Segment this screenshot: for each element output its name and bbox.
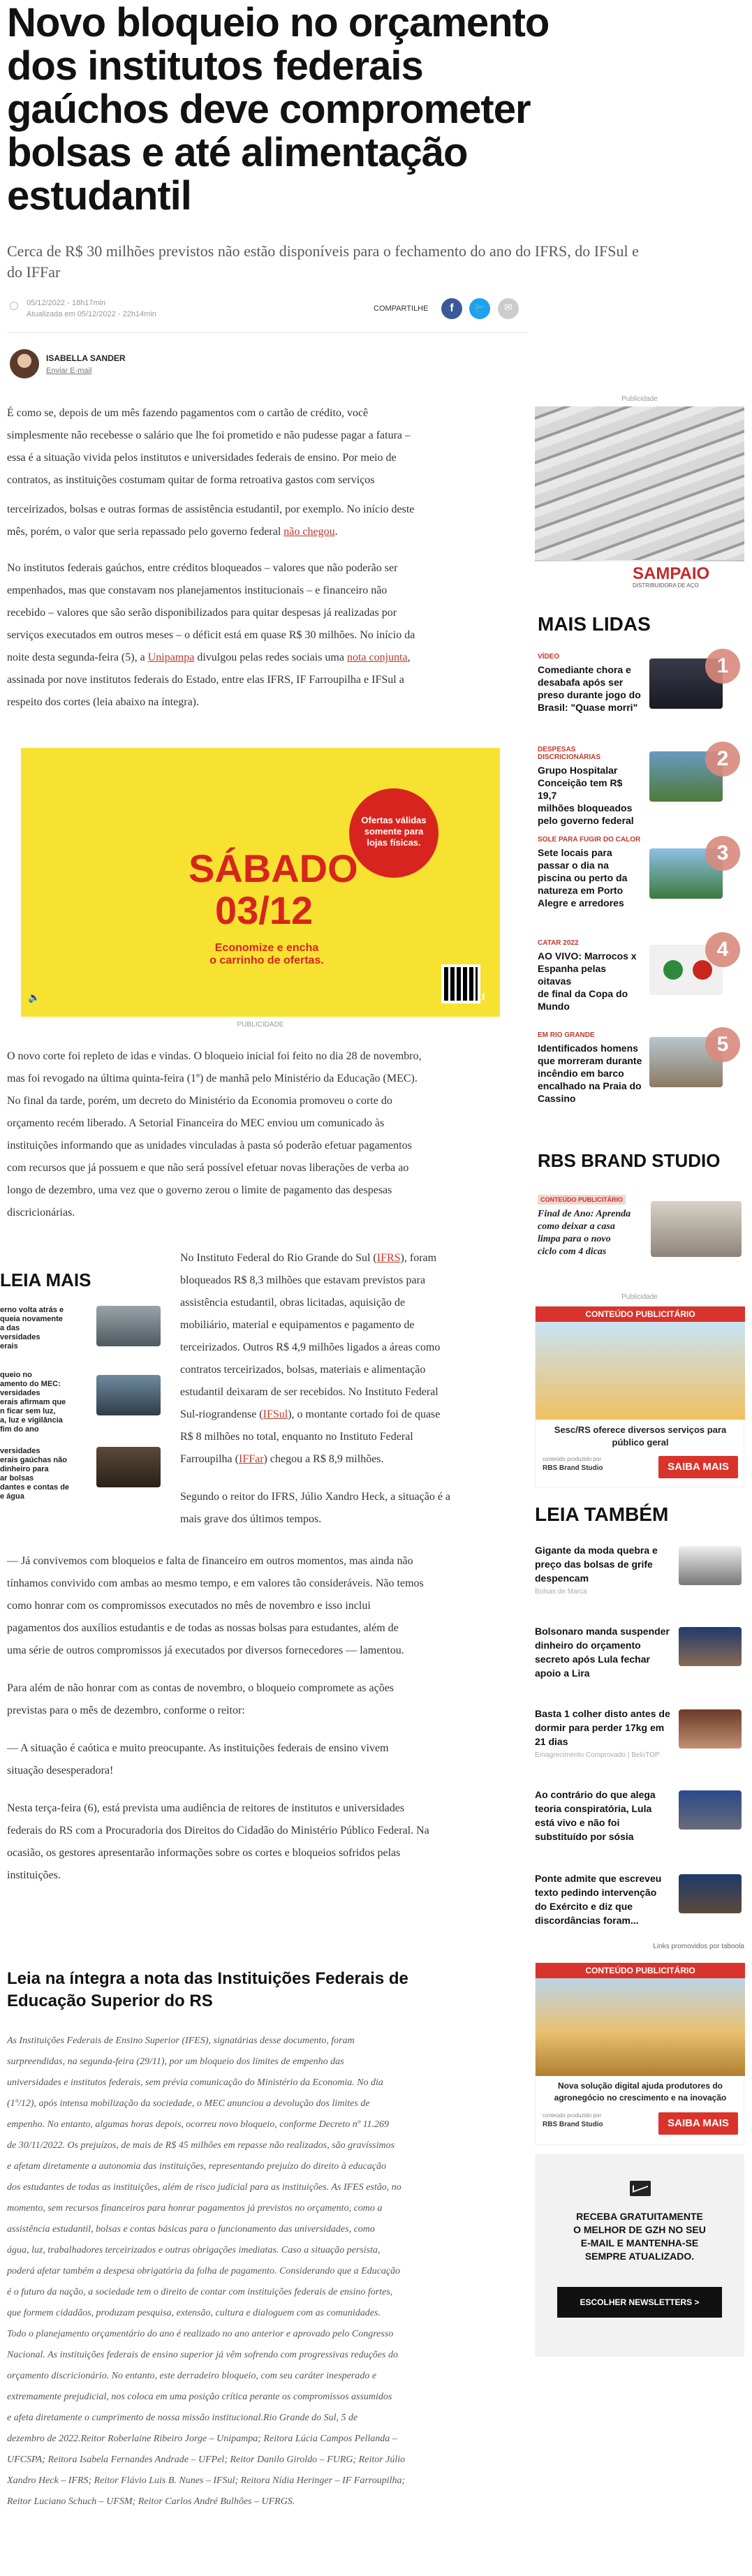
link-nao-chegou[interactable]: não chegou xyxy=(283,526,335,538)
ad-date: 03/12 xyxy=(215,888,314,932)
nota-text: As Instituições Federais de Ensino Superior (IFES), signatárias desse documento, foram surpreendidas, na segunda-feira (29/11), por um bloqueio dos limites de empenho das universidades e institutos federais, sem prévia comunicação do Ministério da Economia. No dia (1º/12), após intensa mobilização da sociedade, o MEC anunciou a devolução dos limites de empenho. No entanto, algumas horas depois, ocorreu novo bloqueio, conforme Decreto nº 11.269 de 30/11/2022. Os prejuízos, de mais de R$ 45 milhões em repasse não realizados, são gravíssimos e afetam diretamente a autonomia das instituições, representando prejuízo do direito à educação dos estudantes de todas as instituições, além de risco judicial para as instituições. As IFES estão, no momento, sem recursos financeiros para honrar pagamentos já previstos no orçamento, como a assistência estudantil, bolsas e contas básicas para o funcionamento das universidades, como água, luz, trabalhadores terceirizados e outras obrigações imediatas. Caso a situação persista, poderá afetar também a despesa obrigatória da folha de pagamento. Considerando que a Educação é o futuro da nação, a sociedade tem o direito de contar com instituições federais de ensino fortes, que formem cidadãos, produzam pesquisa, extensão, cultura e dialoguem com as comunidades. Todo o planejamento orçamentário do ano é realizado no ano anterior e aprovado pelo Congresso Nacional. As instituições federais de ensino superior já vêm sofrendo com progressivas reduções do orçamento discricionário. No entanto, este derradeiro bloqueio, com seu caráter inesperado e extremamente prejudicial, nos coloca em uma posição crítica perante os compromissos assumidos e afeta diretamente o cumprimento de nossa missão institucional.Rio Grande do Sul, 5 de dezembro de 2022.Reitor Roberlaine Ribeiro Jorge – Unipampa; Reitora Lúcia Campos Pellanda – UFCSPA; Reitora Isabela Fernandes Andrade – UFPel; Reitor Danilo Giroldo – FURG; Reitor Júlio Xandro Heck – IFRS; Reitor Flávio Luis B. Nunes – IFSul; Reitora Nídia Heringer – IF Farroupilha; Reitor Luciano Schuch – UFSM; Reitor Carlos André Bulhões – UFRGS. xyxy=(7,2036,406,2507)
link-ifsul[interactable]: IFSul xyxy=(263,1408,288,1420)
rank-badge: 1 xyxy=(705,649,740,684)
ad2-brand: RBS Brand Studio xyxy=(543,2121,603,2128)
leia-tambem-item[interactable]: Basta 1 colher disto antes de dormir para perder 17kg em 21 dias Emagrecimento Comprovado | BeloTOP xyxy=(535,1707,744,1762)
leia-tambem-item[interactable]: Gigante da moda quebra e preço das bolsas de grife despencam Bolsas de Marca xyxy=(535,1543,744,1596)
published-date: 05/12/2022 - 18h17min xyxy=(27,299,106,307)
leia-mais-thumb xyxy=(96,1375,161,1415)
leia-mais-item[interactable]: queio no amento do MEC: versidades erais afirmam que n ficar sem luz, a, luz e vigilância fim do ano xyxy=(0,1371,168,1437)
taboola-label[interactable]: Links promovidos por taboola xyxy=(653,1943,744,1950)
sampaio-sub: DISTRIBUIDORA DE AÇO xyxy=(633,582,699,589)
facebook-share-button[interactable]: f xyxy=(441,298,462,319)
leia-tambem-item[interactable]: Bolsonaro manda suspender dinheiro do orçamento secreto após Lula fechar apoio a Lira xyxy=(535,1624,744,1684)
leia-tambem-thumb xyxy=(679,1874,742,1913)
leia-mais-item[interactable]: versidades erais gaúchas não dinheiro para ar bolsas dantes e contas de e água xyxy=(0,1447,168,1506)
leia-tambem-thumb xyxy=(679,1546,742,1585)
rank-badge: 2 xyxy=(705,742,740,777)
leia-mais-thumb xyxy=(96,1306,161,1346)
updated-date: Atualizada em 05/12/2022 - 22h14min xyxy=(27,310,156,318)
ad1-tag: CONTEÚDO PUBLICITÁRIO xyxy=(536,1307,745,1322)
leia-tambem-thumb xyxy=(679,1709,742,1749)
morocco-flag-icon xyxy=(663,960,683,980)
ad1-title: Sesc/RS oferece diversos serviços para público geral xyxy=(554,1425,727,1448)
steel-pipes-image xyxy=(535,406,744,560)
link-unipampa[interactable]: Unipampa xyxy=(147,652,195,663)
mais-lidas-item[interactable]: SOLE PARA FUGIR DO CALOR Sete locais para passar o dia na piscina ou perto da natureza em Porto Alegre e arredores 3 xyxy=(538,836,747,913)
clock-icon xyxy=(10,302,18,310)
link-nota-conjunta[interactable]: nota conjunta xyxy=(346,652,408,663)
nota-heading: Leia na íntegra a nota das Instituições Federais de Educação Superior do RS xyxy=(7,1969,408,2010)
subtitle: Cerca de R$ 30 milhões previstos não estão disponíveis para o fechamento do ano do IFRS, do IFSul e do IFFar xyxy=(7,242,639,281)
qr-code-icon xyxy=(441,964,480,1003)
agro-ad[interactable] xyxy=(535,1962,744,2145)
mail-icon xyxy=(630,2181,651,2196)
ad1-brand: RBS Brand Studio xyxy=(543,1464,603,1472)
email-share-button[interactable]: ✉ xyxy=(498,298,519,319)
leia-tambem-title: LEIA TAMBÉM xyxy=(535,1503,669,1525)
article-body-column: No Instituto Federal do Rio Grande do Sul (IFRS), foram bloqueados R$ 8,3 milhões que estavam previstos para assistência estudantil, obras licitadas, aquisição de mobiliário, material e equipamentos e pagamento de terceirizados. Outros R$ 4,9 milhões ligados a áreas como contratos terceirizados, bolsas, materiais e alimentação estudantil deixaram de ser recebidos. No Instituto Federal Sul-riograndense (IFSul), o montante cortado foi de quase R$ 8 milhões no total, enquanto no Instituto Federal Farroupilha (IFFar) chegou a R$ 8,9 milhões. Segundo o reitor do IFRS, Júlio Xandro Heck, a situação é a mais grave dos últimos tempos. xyxy=(180,1252,451,1525)
saiba-mais-button[interactable]: SAIBA MAIS xyxy=(658,1456,738,1478)
ad-label: PUBLICIDADE xyxy=(237,1021,284,1029)
sampaio-ad[interactable] xyxy=(535,406,744,591)
ad-badge: Ofertas válidas somente para lojas físicas. xyxy=(349,788,438,878)
leia-tambem-item[interactable]: Ao contrário do que alega teoria conspiratória, Lula está vivo e não foi substituído por sósia xyxy=(535,1788,744,1847)
sidebar-ad-label: Publicidade xyxy=(621,395,658,403)
spain-flag-icon xyxy=(693,960,712,980)
divider xyxy=(7,332,527,333)
sampaio-logo: SAMPAIO xyxy=(633,564,710,583)
article-body-bottom: — Já convivemos com bloqueios e falta de financeiro em outros momentos, mas ainda não tínhamos convivido com ambas ao mesmo tempo, e em valores tão consideráveis. Não temos como honrar com os compromissos executados no mês de novembro e isso inclui pagamentos dos auxílios estudantis e de todas as nossas bolsas para estudantes, além de uma série de outros compromissos já executados por diversos fornecedores — lamentou. Para além de não honrar com as contas de novembro, o bloqueio compromete as ações previstas para o mês de dezembro, conforme o reitor: — A situação é caótica e muito preocupante. As instituições federais de ensino vivem situação desesperadora! Nesta terça-feira (6), está prevista uma audiência de reitores de institutos e universidades federais do RS com a Procuradoria dos Direitos do Cidadão do Ministério Público Federal. Na ocasião, os gestores apresentarão informações sobre os cortes e bloqueios sofridos pelas instituições. xyxy=(7,1555,429,1881)
leia-mais-thumb xyxy=(96,1447,161,1487)
leia-mais-title: LEIA MAIS xyxy=(0,1269,91,1290)
brand-studio-item[interactable]: CONTEÚDO PUBLICITÁRIO Final de Ano: Aprenda como deixar a casa limpa para o novo ciclo com 4 dicas xyxy=(538,1193,747,1263)
newsletter-text: RECEBA GRATUITAMENTE O MELHOR DE GZH NO SEU E-MAIL E MANTENHA-SE SEMPRE ATUALIZADO. xyxy=(573,2211,706,2262)
ad-slogan: Economize e encha o carrinho de ofertas. xyxy=(209,942,324,966)
mais-lidas-title: MAIS LIDAS xyxy=(538,613,651,635)
mais-lidas-item[interactable]: VÍDEO Comediante chora e desabafa após ser preso durante jogo do Brasil: "Quase morri" 1 xyxy=(538,653,747,730)
article-body-mid: O novo corte foi repleto de idas e vindas. O bloqueio inicial foi feito no dia 28 de novembro, mas foi revogado na última quinta-feira (1º) de manhã pelo Ministério da Educação (MEC). No final da tarde, porém, um decreto do Ministério da Economia promoveu o corte do orçamento recém liberado. A Setorial Financeira do MEC enviou um comunicado às instituições informando que as unidades vinculadas à pasta só poderão efetuar pagamentos com recursos que já possuem e que não será possível efetuar novas liberações de verba ao longo de dezembro, uma vez que o governo zerou o limite de pagamento das despesas discricionárias. xyxy=(7,1050,422,1219)
mute-icon[interactable]: 🔈 xyxy=(28,993,40,1003)
mais-lidas-item[interactable]: EM RIO GRANDE Identificados homens que morreram durante incêndio em barco encalhado na Praia do Cassino 5 xyxy=(538,1031,747,1108)
leia-mais-item[interactable]: erno volta atrás e queia novamente a das versidades erais xyxy=(0,1306,168,1369)
sidebar-ad-label: Publicidade xyxy=(621,1293,658,1301)
newsletter-box xyxy=(535,2154,744,2357)
brand-thumb xyxy=(651,1201,742,1257)
author-name[interactable]: ISABELLA SANDER xyxy=(46,353,126,363)
pause-icon[interactable]: II xyxy=(478,992,485,1003)
leia-tambem-thumb xyxy=(679,1627,742,1666)
leia-tambem-thumb xyxy=(679,1790,742,1830)
link-ifrs[interactable]: IFRS xyxy=(376,1252,401,1264)
ad-day: SÁBADO xyxy=(189,846,358,890)
twitter-share-button[interactable]: 🐦 xyxy=(469,298,490,319)
ad2-by: conteúdo produzido por xyxy=(543,2112,602,2119)
ad1-by: conteúdo produzido por xyxy=(543,1456,602,1462)
sesc-ad[interactable] xyxy=(535,1306,744,1487)
rank-badge: 3 xyxy=(705,836,740,871)
article-body-top: É como se, depois de um mês fazendo pagamentos com o cartão de crédito, você simplesmente não recebesse o salário que lhe foi prometido e não pudesse pagar a fatura – essa é a situação vivida pelos institutos e universidades federais de ensino. Por meio de contratos, as instituições costumam quitar de forma retroativa gastos com serviços terceirizados, bolsas e outras formas de assistência estudantil, por exemplo. No início deste mês, porém, o valor que seria repassado pelo governo federal não chegou. No institutos federais gaúchos, entre créditos bloqueados – valores que não poderão ser empenhados, mas que constavam nos planejamentos institucionais – e financeiro não recebido – valores que são serão disponibilizados para quitar despesas já realizadas por serviços executados em outros meses – o déficit está em quase R$ 30 milhões. No início da noite desta segunda-feira (5), a Unipampa divulgou pelas redes sociais uma nota conjunta, assinada por nove institutos federais do Estado, entre elas IFRS, IF Farroupilha e IFSul a respeito dos cortes (leia abaixo na íntegra). xyxy=(7,407,415,708)
ad2-title: Nova solução digital ajuda produtores do agronegócio no crescimento e na inovação xyxy=(554,2081,727,2103)
ad-banner[interactable] xyxy=(21,748,500,1017)
ad2-image xyxy=(536,1978,745,2076)
brand-tag: CONTEÚDO PUBLICITÁRIO xyxy=(538,1195,626,1205)
author-email-link[interactable]: Enviar E-mail xyxy=(46,367,92,375)
rank-badge: 5 xyxy=(705,1027,740,1062)
mais-lidas-item[interactable]: DESPESAS DISCRICIONÁRIAS Grupo Hospitalar Conceição tem R$ 19,7 milhões bloqueados pelo governo federal 2 xyxy=(538,746,747,823)
rank-badge: 4 xyxy=(705,932,740,967)
brand-studio-title: RBS BRAND STUDIO xyxy=(538,1150,721,1171)
share-label: COMPARTILHE xyxy=(374,304,429,313)
headline: Novo bloqueio no orçamento dos institutos federais gaúchos deve comprometer bolsas e até alimentação estudantil xyxy=(7,0,550,219)
mais-lidas-item[interactable]: CATAR 2022 AO VIVO: Marrocos x Espanha pelas oitavas de final da Copa do Mundo 4 xyxy=(538,939,747,1016)
link-iffar[interactable]: IFFar xyxy=(238,1453,264,1465)
ad1-image xyxy=(536,1322,745,1420)
saiba-mais-button[interactable]: SAIBA MAIS xyxy=(658,2112,738,2135)
choose-newsletters-button[interactable]: ESCOLHER NEWSLETTERS > xyxy=(557,2287,722,2318)
leia-tambem-item[interactable]: Ponte admite que escreveu texto pedindo intervenção do Exército e diz que discordâncias foram... xyxy=(535,1871,744,1931)
ad2-tag: CONTEÚDO PUBLICITÁRIO xyxy=(536,1963,745,1978)
author-avatar xyxy=(10,349,39,378)
